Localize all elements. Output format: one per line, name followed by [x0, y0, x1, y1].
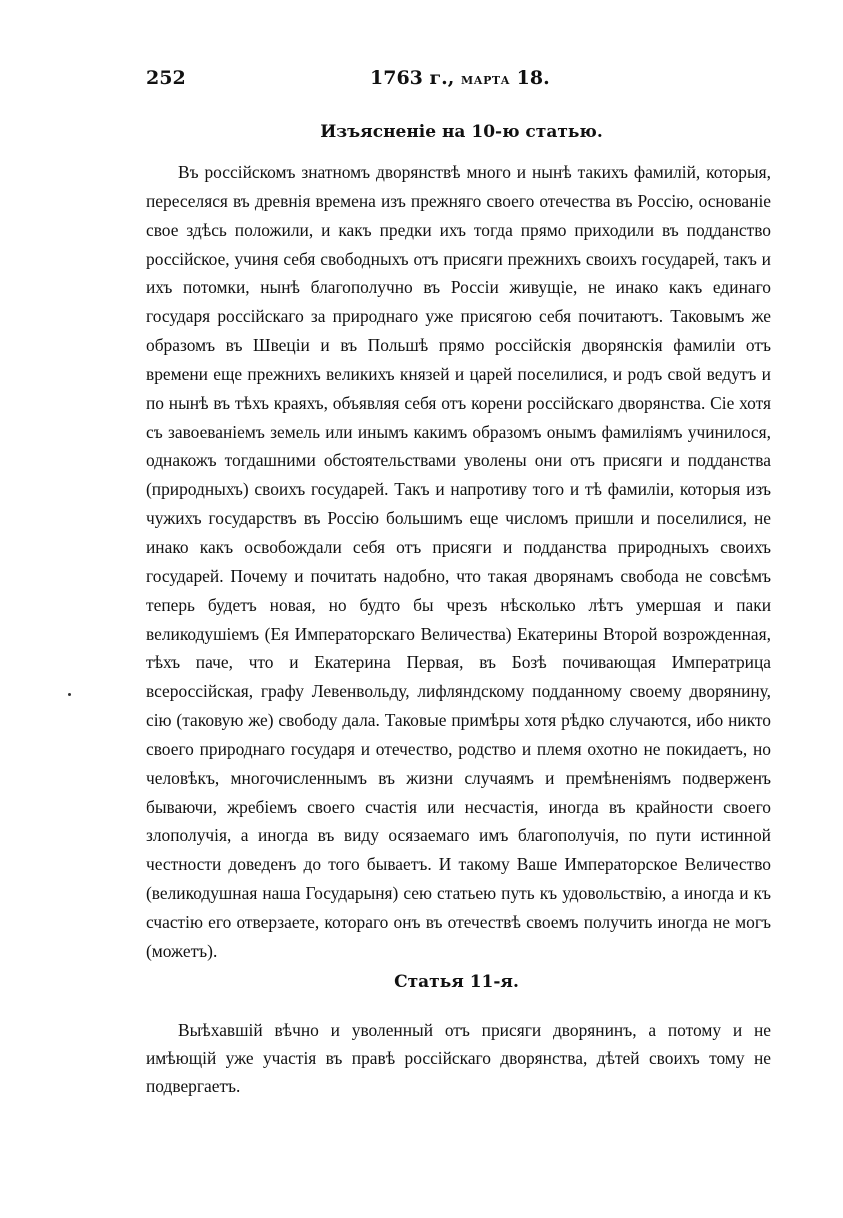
- article-11-text: Выѣхавшій вѣчно и уволенный отъ присяги дворянинъ, а потому и не имѣющій уже участія въ правѣ россійскаго дворянства, дѣтей своихъ тому не подвергаетъ.: [146, 1020, 771, 1096]
- article-10-explanation-text: Въ россійскомъ знатномъ дворянствѣ много и нынѣ такихъ фамилій, которыя, переселяся въ древнія времена изъ прежняго своего отечества въ Россію, основаніе свое здѣсь положили, и какъ предки ихъ тогда прямо приходили въ подданство россійское, учиня себя свободныхъ отъ присяги прежнихъ своихъ государей, такъ и ихъ потомки, нынѣ благополучно въ Россіи живущіе, не инако какъ единаго государя россійскаго за природнаго уже присягою себя почитаютъ. Таковымъ же образомъ въ Швеціи и въ Польшѣ прямо россійскія дворянскія фамиліи отъ времени еще прежнихъ великихъ князей и царей поселилися, и родъ свой ведутъ и по нынѣ въ тѣхъ краяхъ, объявляя себя отъ корени россійскаго дворянства. Сіе хотя съ завоеваніемъ земель или инымъ какимъ образомъ онымъ фамиліямъ учинилося, однакожъ тогдашними обстоятельствами уволены они отъ присяги и подданства (природныхъ) своихъ государей. Такъ и напротиву того и тѣ фамиліи, которыя изъ чужихъ государствъ въ Россію большимъ еще числомъ пришли и поселилися, не инако какъ освобождали себя отъ присяги и подданства природныхъ своихъ государей. Почему и почитать надобно, что такая дворянамъ свобода не совсѣмъ теперь будетъ новая, но будто бы чрезъ нѣсколько лѣтъ умершая и паки великодушіемъ (Ея Императорскаго Величества) Екатерины Второй возрожденная, тѣхъ паче, что и Екатерина Первая, въ Бозѣ почивающая Императрица всероссійская, графу Левенвольду, лифляндскому подданному своему дворянину, сію (таковую же) свободу дала. Таковые примѣры хотя рѣдко случаются, ибо никто своего природнаго государя и отечество, родство и племя охотно не покидаетъ, но человѣкъ, многочисленнымъ въ жизни случаямъ и премѣненіямъ подверженъ бываючи, жребіемъ своего счастія или несчастія, иногда въ крайности своего злополучія, а иногда въ виду осязаемаго имъ благополучія, по пути истинной честности доведенъ до того бываетъ. И такому Ваше Императорское Величество (великодушная наша Государыня) сею статьею путь къ удовольствію, а иногда и къ счастію его отверзаете, котораго онъ въ отечествѣ своемъ получить иногда не могъ (можетъ).: [146, 162, 771, 961]
- section-title-article-10-explanation: Изъясненіе на 10-ю статью.: [320, 122, 603, 142]
- running-head-year: 1763 г.,: [370, 67, 461, 89]
- running-head: [370, 67, 550, 89]
- margin-mark: [68, 693, 71, 696]
- running-head-month: марта: [460, 70, 511, 88]
- page-number: 252: [146, 67, 186, 89]
- running-head-day: 18.: [510, 67, 550, 89]
- section-title-article-11: Статья 11-я.: [394, 972, 519, 992]
